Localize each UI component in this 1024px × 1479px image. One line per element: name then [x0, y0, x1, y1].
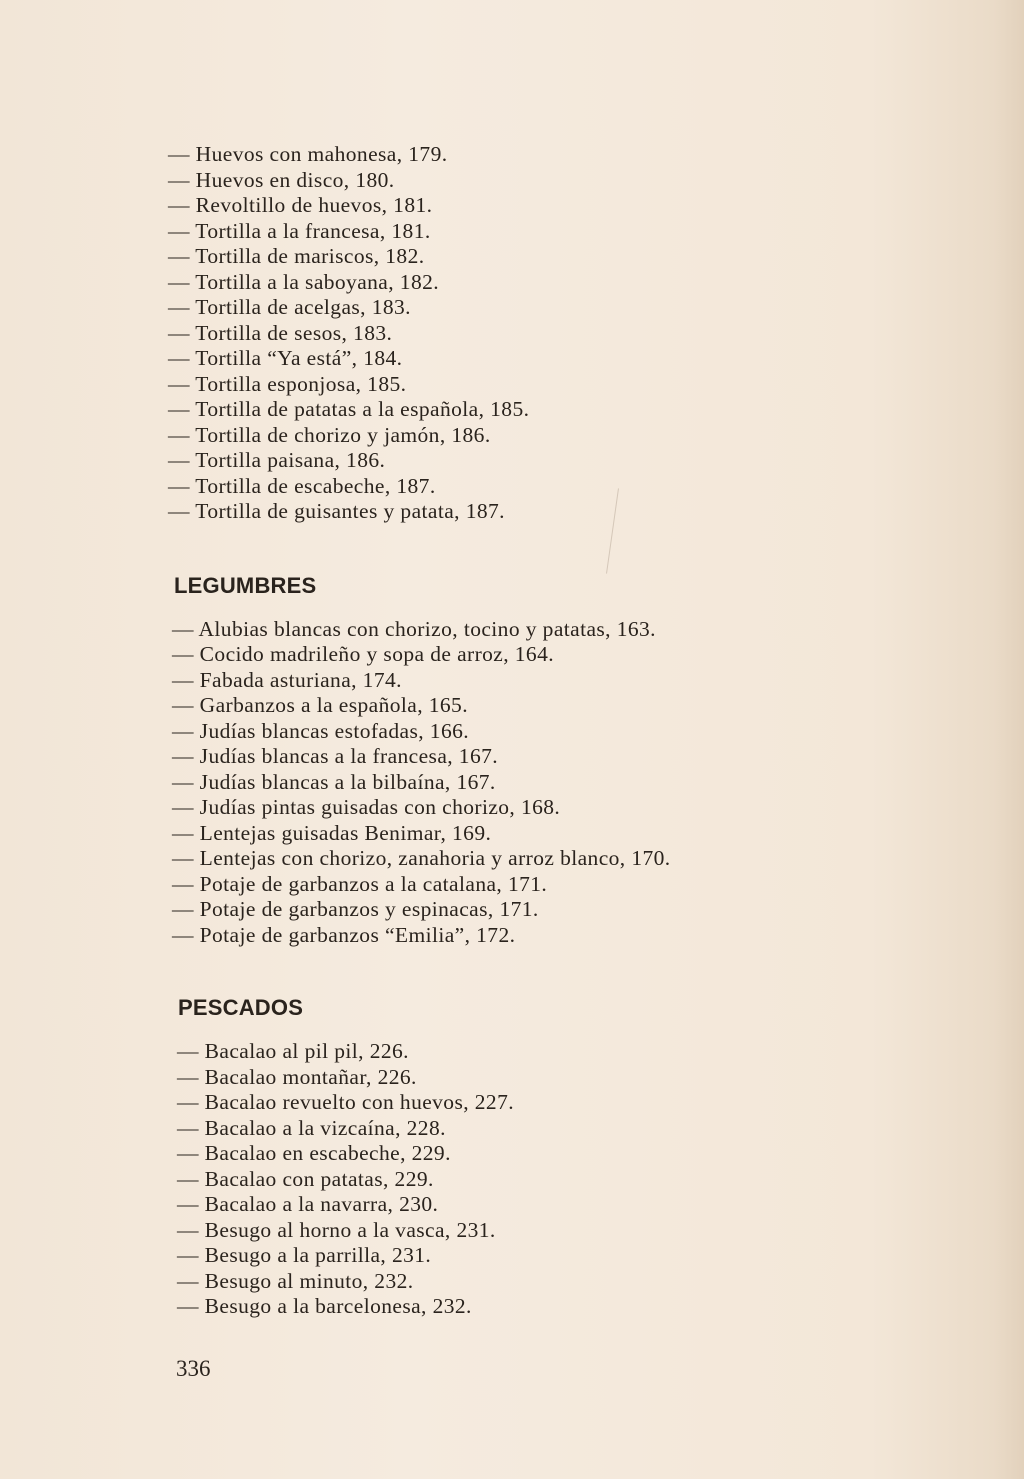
list-item: — Revoltillo de huevos, 181.	[168, 193, 433, 217]
section-title-pescados: PESCADOS	[178, 995, 304, 1020]
list-item: — Alubias blancas con chorizo, tocino y patatas, 163.	[172, 616, 656, 641]
pescados-list	[168, 1039, 868, 1320]
list-item: — Huevos con mahonesa, 179.	[168, 142, 448, 166]
list-item: — Besugo al minuto, 232.	[177, 1268, 414, 1293]
list-item: — Tortilla “Ya está”, 184.	[168, 346, 403, 370]
list-item: — Lentejas guisadas Benimar, 169.	[172, 820, 492, 845]
list-item: — Lentejas con chorizo, zanahoria y arroz blanco, 170.	[172, 846, 671, 870]
list-item: — Bacalao revuelto con huevos, 227.	[177, 1090, 515, 1114]
list-item: — Tortilla de mariscos, 182.	[168, 244, 425, 268]
list-item: — Tortilla de sesos, 183.	[168, 320, 393, 345]
list-item: — Besugo al horno a la vasca, 231.	[177, 1217, 496, 1242]
list-item: — Tortilla de acelgas, 183.	[168, 295, 411, 319]
list-item: — Judías blancas a la francesa, 167.	[172, 744, 499, 768]
section-title-legumbres: LEGUMBRES	[174, 572, 317, 598]
list-item: — Huevos en disco, 180.	[168, 167, 395, 192]
egg-dishes-list	[168, 142, 868, 525]
list-item: — Tortilla de patatas a la española, 185.	[168, 397, 530, 421]
list-item: — Potaje de garbanzos “Emilia”, 172.	[172, 922, 516, 947]
list-item: — Potaje de garbanzos y espinacas, 171.	[172, 897, 539, 921]
list-item: — Judías blancas estofadas, 166.	[172, 718, 470, 743]
list-item: — Bacalao al pil pil, 226.	[177, 1039, 409, 1063]
list-item: — Besugo a la parrilla, 231.	[177, 1243, 432, 1267]
list-item: — Tortilla paisana, 186.	[168, 448, 386, 472]
list-item: — Bacalao en escabeche, 229.	[177, 1141, 451, 1165]
list-item: — Bacalao montañar, 226.	[177, 1064, 417, 1089]
list-item: — Bacalao a la navarra, 230.	[177, 1192, 439, 1216]
list-item: — Cocido madrileño y sopa de arroz, 164.	[172, 642, 555, 666]
list-item: — Fabada asturiana, 174.	[172, 667, 402, 692]
list-item: — Besugo a la barcelonesa, 232.	[177, 1294, 472, 1318]
legumbres-list	[168, 617, 868, 949]
list-item: — Bacalao a la vizcaína, 228.	[177, 1115, 446, 1140]
list-item: — Potaje de garbanzos a la catalana, 171.	[172, 871, 548, 896]
list-item: — Tortilla esponjosa, 185.	[168, 371, 407, 396]
list-item: — Judías blancas a la bilbaína, 167.	[172, 769, 496, 794]
list-item: — Judías pintas guisadas con chorizo, 168.	[172, 795, 561, 819]
list-item: — Tortilla a la saboyana, 182.	[168, 269, 440, 294]
list-item: — Tortilla de guisantes y patata, 187.	[168, 499, 505, 523]
list-item: — Tortilla de escabeche, 187.	[168, 473, 436, 498]
index-column	[168, 142, 868, 1320]
list-item: — Tortilla a la francesa, 181.	[168, 218, 431, 243]
list-item: — Tortilla de chorizo y jamón, 186.	[168, 422, 491, 447]
list-item: — Bacalao con patatas, 229.	[177, 1166, 434, 1191]
list-item: — Garbanzos a la española, 165.	[172, 693, 468, 717]
page-number: 336	[176, 1356, 211, 1381]
